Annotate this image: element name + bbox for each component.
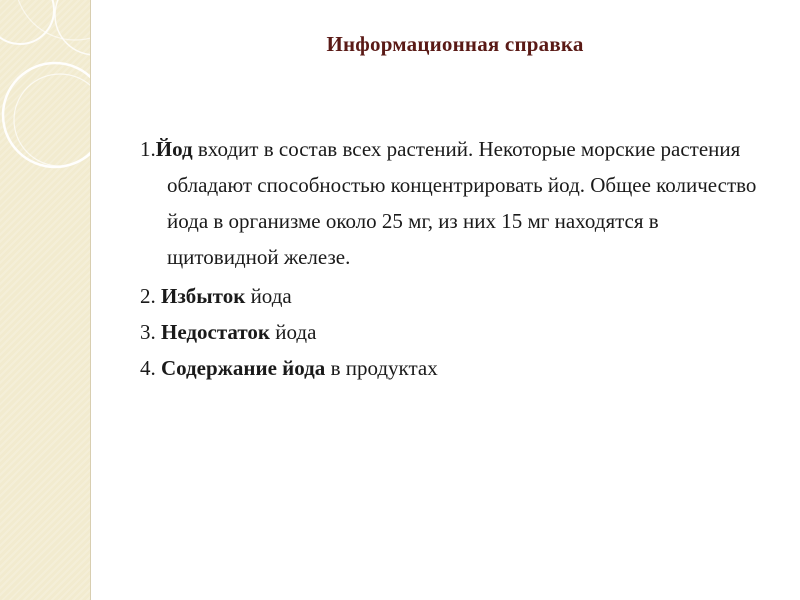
side-divider: [90, 0, 91, 600]
slide-content: [140, 131, 770, 386]
list-item-1: [140, 131, 770, 275]
decorative-side-band: [0, 0, 90, 600]
list-item-3-number: 3.: [140, 320, 161, 344]
list-item-1-bold: Йод: [155, 137, 193, 161]
list-item-3-bold: Недостаток: [161, 320, 270, 344]
list-item-2-number: 2.: [140, 284, 161, 308]
slide-title: Информационная справка: [326, 32, 584, 56]
list-item-2-text: йода: [245, 284, 292, 308]
list-item-4-number: 4.: [140, 356, 161, 380]
list-item-4: [140, 350, 770, 386]
list-item-4-text: в продуктах: [325, 356, 438, 380]
decorative-circles-icon: [0, 0, 90, 600]
list-item-2: [140, 278, 770, 314]
list-item-1-text: входит в состав всех растений. Некоторые морские растения обладают способностью концентрировать йод. Общее количество йода в организме около 25 мг, из них 15 мг находятся в щитовидной железе.: [167, 137, 757, 269]
list-item-4-bold: Содержание йода: [161, 356, 326, 380]
list-item-3: [140, 314, 770, 350]
list-item-1-number: 1.: [140, 137, 156, 161]
list-item-3-text: йода: [270, 320, 317, 344]
list-item-2-bold: Избыток: [161, 284, 246, 308]
